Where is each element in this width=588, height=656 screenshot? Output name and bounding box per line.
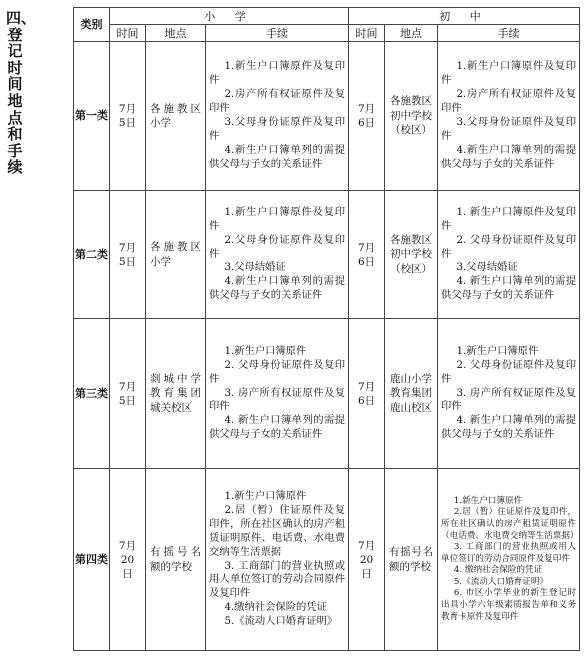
middle-date: 7月6日 (349, 191, 385, 319)
middle-date: 7月6日 (349, 42, 385, 191)
table-row (74, 42, 580, 191)
procedure-item: 4.新生户口簿单列的需提供父母与子女的关系证件 (209, 275, 346, 302)
middle-place: 有摇号名额的学校 (385, 469, 438, 651)
procedure-item: 2.居（暂）住证原件及复印件，所在社区确认的房产租赁证明原件、电话费、水电费交纳等生活票据 (209, 503, 346, 558)
procedure-item: 1.新生户口簿原件 (453, 495, 523, 506)
procedure-item: 4. 新生户口簿单列的需提供父母与子女的关系证件 (441, 275, 577, 302)
registration-table (73, 7, 580, 651)
middle-place: 各施教区初中学校（校区） (385, 42, 438, 191)
middle-place: 鹿山小学教育集团鹿山校区 (385, 319, 438, 469)
header-middle-place: 地点 (385, 25, 438, 42)
procedure-item: 1.新生户口簿原件及复印件 (209, 205, 346, 232)
header-middle-procedures: 手续 (438, 25, 580, 42)
procedure-item: 2.房产所有权证原件及复印件 (209, 88, 346, 115)
procedure-item: 5.《流动人口婚育证明》 (453, 576, 549, 587)
middle-date: 7月20日 (349, 469, 385, 651)
procedure-item: 2. 父母身份证原件及复印件 (441, 358, 577, 385)
procedure-item: 3. 工商部门的营业执照或用人单位签订的劳动合同原件及复印件 (441, 542, 577, 564)
primary-date: 7月5日 (110, 319, 146, 469)
procedure-item: 1.新生户口簿原件 (456, 344, 539, 357)
category-cell: 第四类 (74, 469, 110, 651)
procedure-item: 3. 房产所有权证原件及复印件 (441, 386, 577, 413)
category-cell: 第二类 (74, 191, 110, 319)
procedure-item: 3.父母身份证原件及复印件 (441, 116, 577, 142)
primary-procedures (206, 42, 349, 191)
procedure-item: 4.新生户口簿单列的需提供父母与子女的关系证件 (209, 143, 346, 170)
procedure-item: 1.新生户口簿原件 (224, 489, 307, 502)
middle-procedures (438, 469, 580, 651)
header-middle-time: 时间 (349, 25, 385, 42)
procedure-item: 4. 新生户口簿单列的需提供父母与子女的关系证件 (209, 414, 346, 441)
middle-procedures (438, 191, 580, 319)
primary-date: 7月5日 (110, 191, 146, 319)
procedure-item: 2.父母身份证原件及复印件 (209, 233, 346, 260)
procedure-item: 3.父母结婚证 (224, 261, 286, 274)
header-category: 类别 (74, 8, 110, 42)
procedure-item: 4.缴纳社会保险的凭证 (224, 601, 327, 614)
procedure-item: 3.父母结婚证 (456, 261, 518, 274)
primary-date: 7月20日 (110, 469, 146, 651)
primary-place: 各施教区小学 (146, 42, 206, 191)
procedure-item: 1.新生户口簿原件及复印件 (209, 60, 346, 87)
procedure-item: 4.新生户口簿单列的需提供父母与子女的关系证件 (441, 143, 577, 170)
procedure-item: 2.房产所有权证原件及复印件 (441, 88, 577, 115)
procedure-item: 4. 新生户口簿单列的需提供父母与子女的关系证件 (441, 414, 577, 441)
primary-procedures (206, 469, 349, 651)
middle-procedures (438, 42, 580, 191)
header-primary-place: 地点 (146, 25, 206, 42)
table-row (74, 319, 580, 469)
procedure-item: 2.居（暂）住证原件及复印件，所在社区确认的房产租赁证明原件（电话费、水电费交纳等生活票据） (441, 507, 579, 541)
middle-place: 各施教区初中学校（校区） (385, 191, 438, 319)
procedure-item: 5.《流动人口婚育证明》 (224, 615, 338, 628)
procedure-item: 1. 新生户口簿原件及复印件 (441, 205, 577, 232)
procedure-item: 6. 市区小学毕业的新生登记时出具小学六年级素质报告单和义务教育卡原件及复印件 (441, 588, 577, 622)
header-primary-group: 小 学 (110, 8, 349, 25)
primary-procedures (206, 319, 349, 469)
primary-place: 剡城中学教育集团城关校区 (146, 319, 206, 469)
primary-place: 有摇号名额的学校 (146, 469, 206, 651)
middle-date: 7月6日 (349, 319, 385, 469)
primary-place: 各施教区小学 (146, 191, 206, 319)
procedure-item: 2. 父母身份证原件及复印件 (441, 233, 577, 260)
header-middle-group: 初 中 (349, 8, 580, 25)
category-cell: 第一类 (74, 42, 110, 191)
section-title: 四、登记时间地点和手续 (6, 9, 37, 177)
header-primary-time: 时间 (110, 25, 146, 42)
header-primary-procedures: 手续 (206, 25, 349, 42)
category-cell: 第三类 (74, 319, 110, 469)
procedure-item: 3. 房产所有权证原件及复印件 (209, 386, 346, 413)
procedure-item: 3. 工商部门的营业执照或用人单位签订的劳动合同原件及复印件 (209, 559, 346, 600)
procedure-item: 3.父母身份证原件及复印件 (209, 116, 346, 142)
table-row (74, 191, 580, 319)
procedure-item: 4. 缴纳社会保险的凭证 (453, 565, 543, 576)
procedure-item: 2. 父母身份证原件及复印件 (209, 358, 346, 385)
primary-date: 7月5日 (110, 42, 146, 191)
header-row-columns (74, 25, 580, 42)
middle-procedures (438, 319, 580, 469)
header-row-group (74, 8, 580, 25)
primary-procedures (206, 191, 349, 319)
table-row (74, 469, 580, 651)
procedure-item: 1.新生户口簿原件 (224, 344, 307, 357)
procedure-item: 1.新生户口簿原件及复印件 (441, 60, 577, 87)
